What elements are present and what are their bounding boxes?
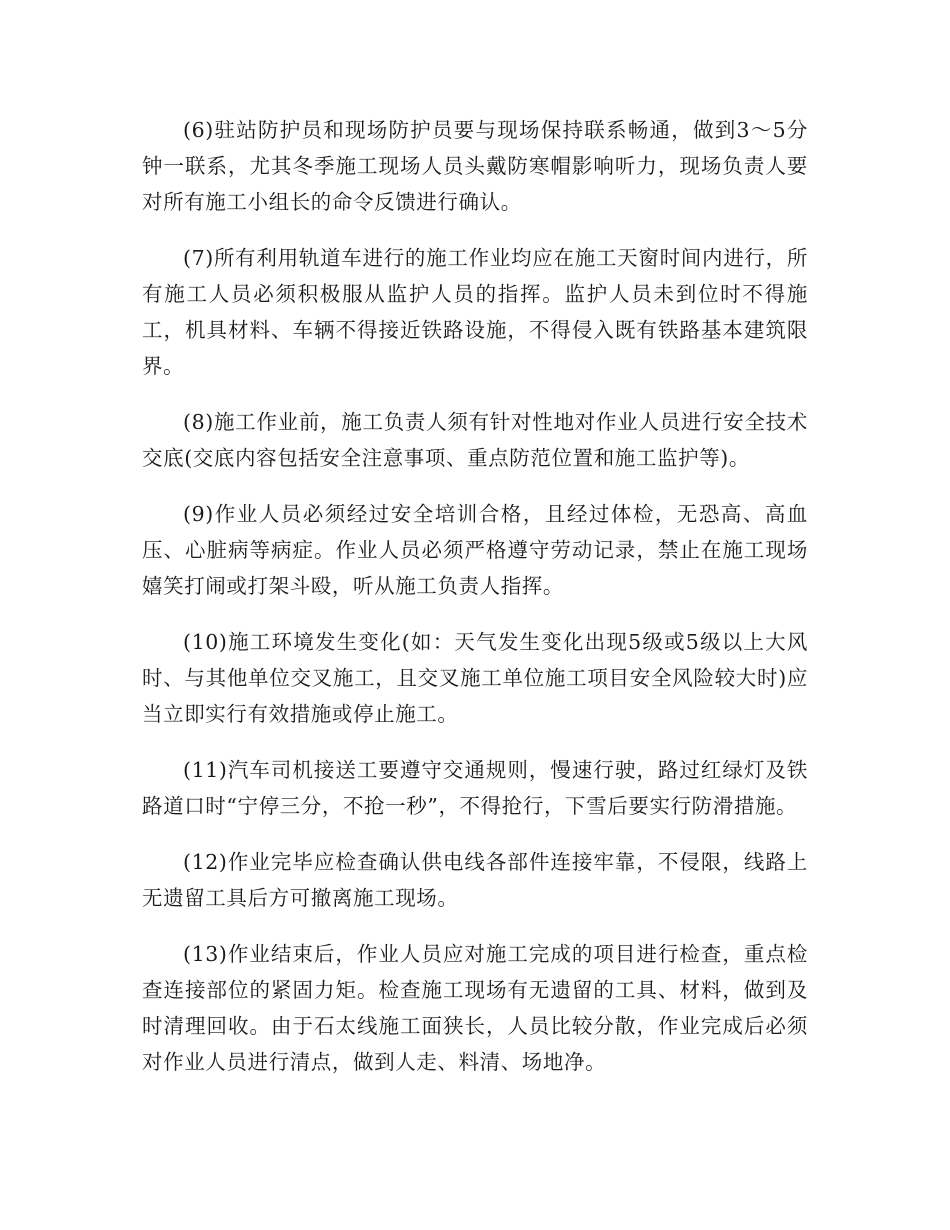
document-body <box>142 112 808 1100</box>
paragraph-8: (8)施工作业前，施工负责人须有针对性地对作业人员进行安全技术交底(交底内容包括安全注意事项、重点防范位置和施工监护等)。 <box>142 410 808 470</box>
paragraph-13: (13)作业结束后，作业人员应对施工完成的项目进行检查，重点检查连接部位的紧固力矩。检查施工现场有无遗留的工具、材料，做到及时清理回收。由于石太线施工面狭长，人员比较分散，作业完成后必须对作业人员进行清点，做到人走、料清、场地净。 <box>142 942 808 1074</box>
paragraph-9: (9)作业人员必须经过安全培训合格，且经过体检，无恐高、高血压、心脏病等病症。作业人员必须严格遵守劳动记录，禁止在施工现场嬉笑打闹或打架斗殴，听从施工负责人指挥。 <box>142 502 808 598</box>
paragraph-6: (6)驻站防护员和现场防护员要与现场保持联系畅通，做到3～5分钟一联系，尤其冬季施工现场人员头戴防寒帽影响听力，现场负责人要对所有施工小组长的命令反馈进行确认。 <box>142 118 808 214</box>
paragraph-7: (7)所有利用轨道车进行的施工作业均应在施工天窗时间内进行，所有施工人员必须积极服从监护人员的指挥。监护人员未到位时不得施工，机具材料、车辆不得接近铁路设施，不得侵入既有铁路基本建筑限界。 <box>142 246 808 378</box>
paragraph-11: (11)汽车司机接送工要遵守交通规则，慢速行驶，路过红绿灯及铁路道口时“宁停三分，不抢一秒”，不得抢行，下雪后要实行防滑措施。 <box>142 758 808 818</box>
paragraph-10: (10)施工环境发生变化(如：天气发生变化出现5级或5级以上大风时、与其他单位交叉施工，且交叉施工单位施工项目安全风险较大时)应当立即实行有效措施或停止施工。 <box>142 630 808 726</box>
paragraph-12: (12)作业完毕应检查确认供电线各部件连接牢靠，不侵限，线路上无遗留工具后方可撤离施工现场。 <box>142 850 808 910</box>
